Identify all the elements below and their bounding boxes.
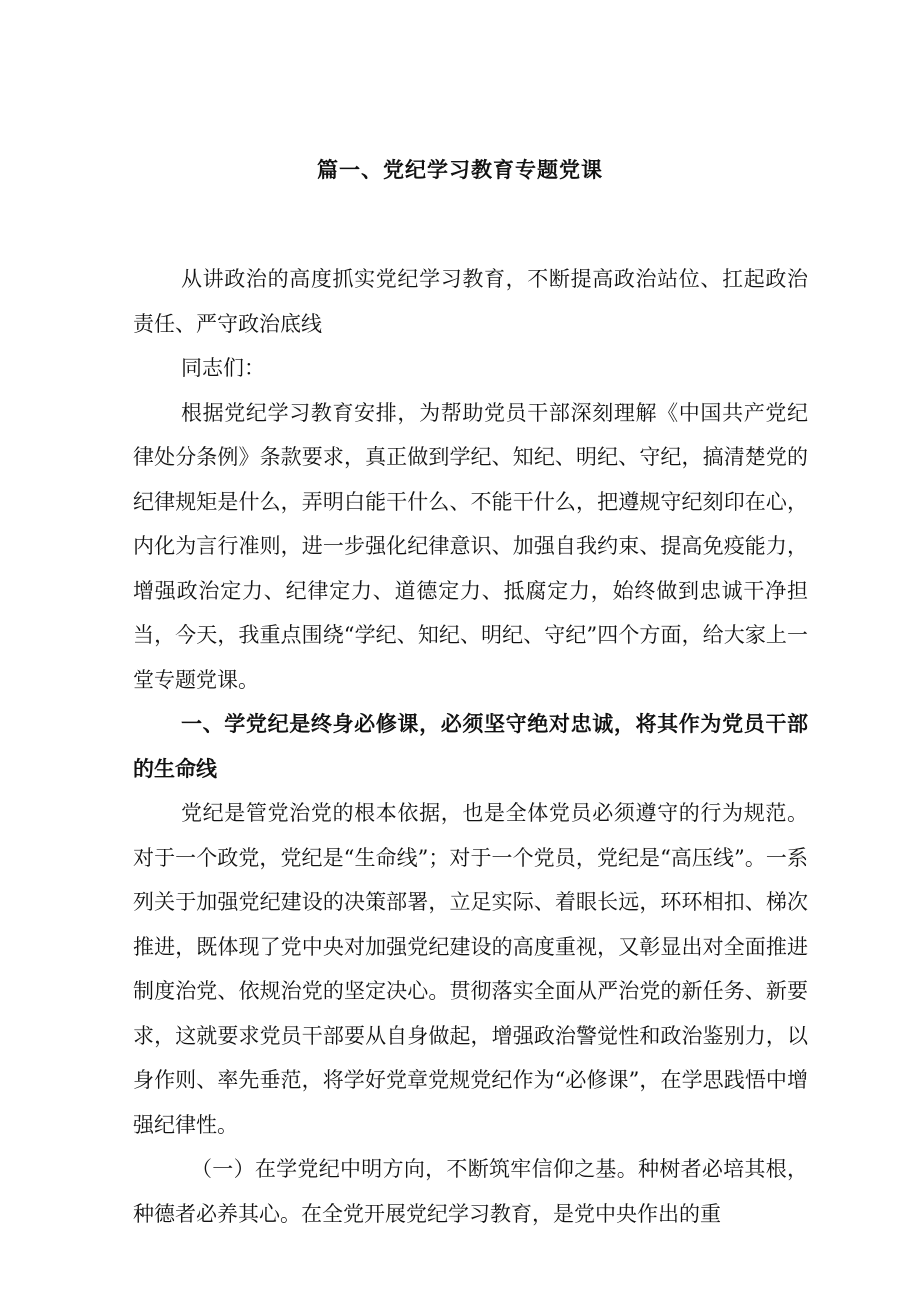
intro-paragraph: 根据党纪学习教育安排，为帮助党员干部深刻理解《中国共产党纪律处分条例》条款要求，真正做到学纪、知纪、明纪、守纪，搞清楚党的纪律规矩是什么，弄明白能干什么、不能干什么，把遵规守纪刻印在心，内化为言行准则，进一步强化纪律意识、加强自我约束、提高免疫能力，增强政治定力、纪律定力、道德定力、抵腐定力，始终做到忠诚干净担当，今天，我重点围绕“学纪、知纪、明纪、守纪”四个方面，给大家上一堂专题党课。 [133,400,808,692]
section-1-paragraph: 党纪是管党治党的根本依据，也是全体党员必须遵守的行为规范。对于一个政党，党纪是“生命线”；对于一个党员，党纪是“高压线”。一系列关于加强党纪建设的决策部署，立足实际、着眼长远，环环相扣、梯次推进，既体现了党中央对加强党纪建设的高度重视，又彰显出对全面推进制度治党、依规治党的坚定决心。贯彻落实全面从严治党的新任务、新要求，这就要求党员干部要从自身做起，增强政治警觉性和政治鉴别力，以身作则、率先垂范，将学好党章党规党纪作为“必修课”，在学思践悟中增强纪律性。 [133,801,808,1137]
subsection-1-paragraph: （一）在学党纪中明方向，不断筑牢信仰之基。种树者必培其根，种德者必养其心。在全党开展党纪学习教育，是党中央作出的重 [133,1157,808,1226]
document-body [133,257,808,1236]
section-1-heading: 一、学党纪是终身必修课，必须坚守绝对忠诚，将其作为党员干部的生命线 [133,711,808,781]
greeting-paragraph: 同志们： [181,356,265,380]
document-title: 篇一、党纪学习教育专题党课 [317,157,603,182]
subtitle-paragraph: 从讲政治的高度抓实党纪学习教育，不断提高政治站位、扛起政治责任、严守政治底线 [133,267,808,336]
